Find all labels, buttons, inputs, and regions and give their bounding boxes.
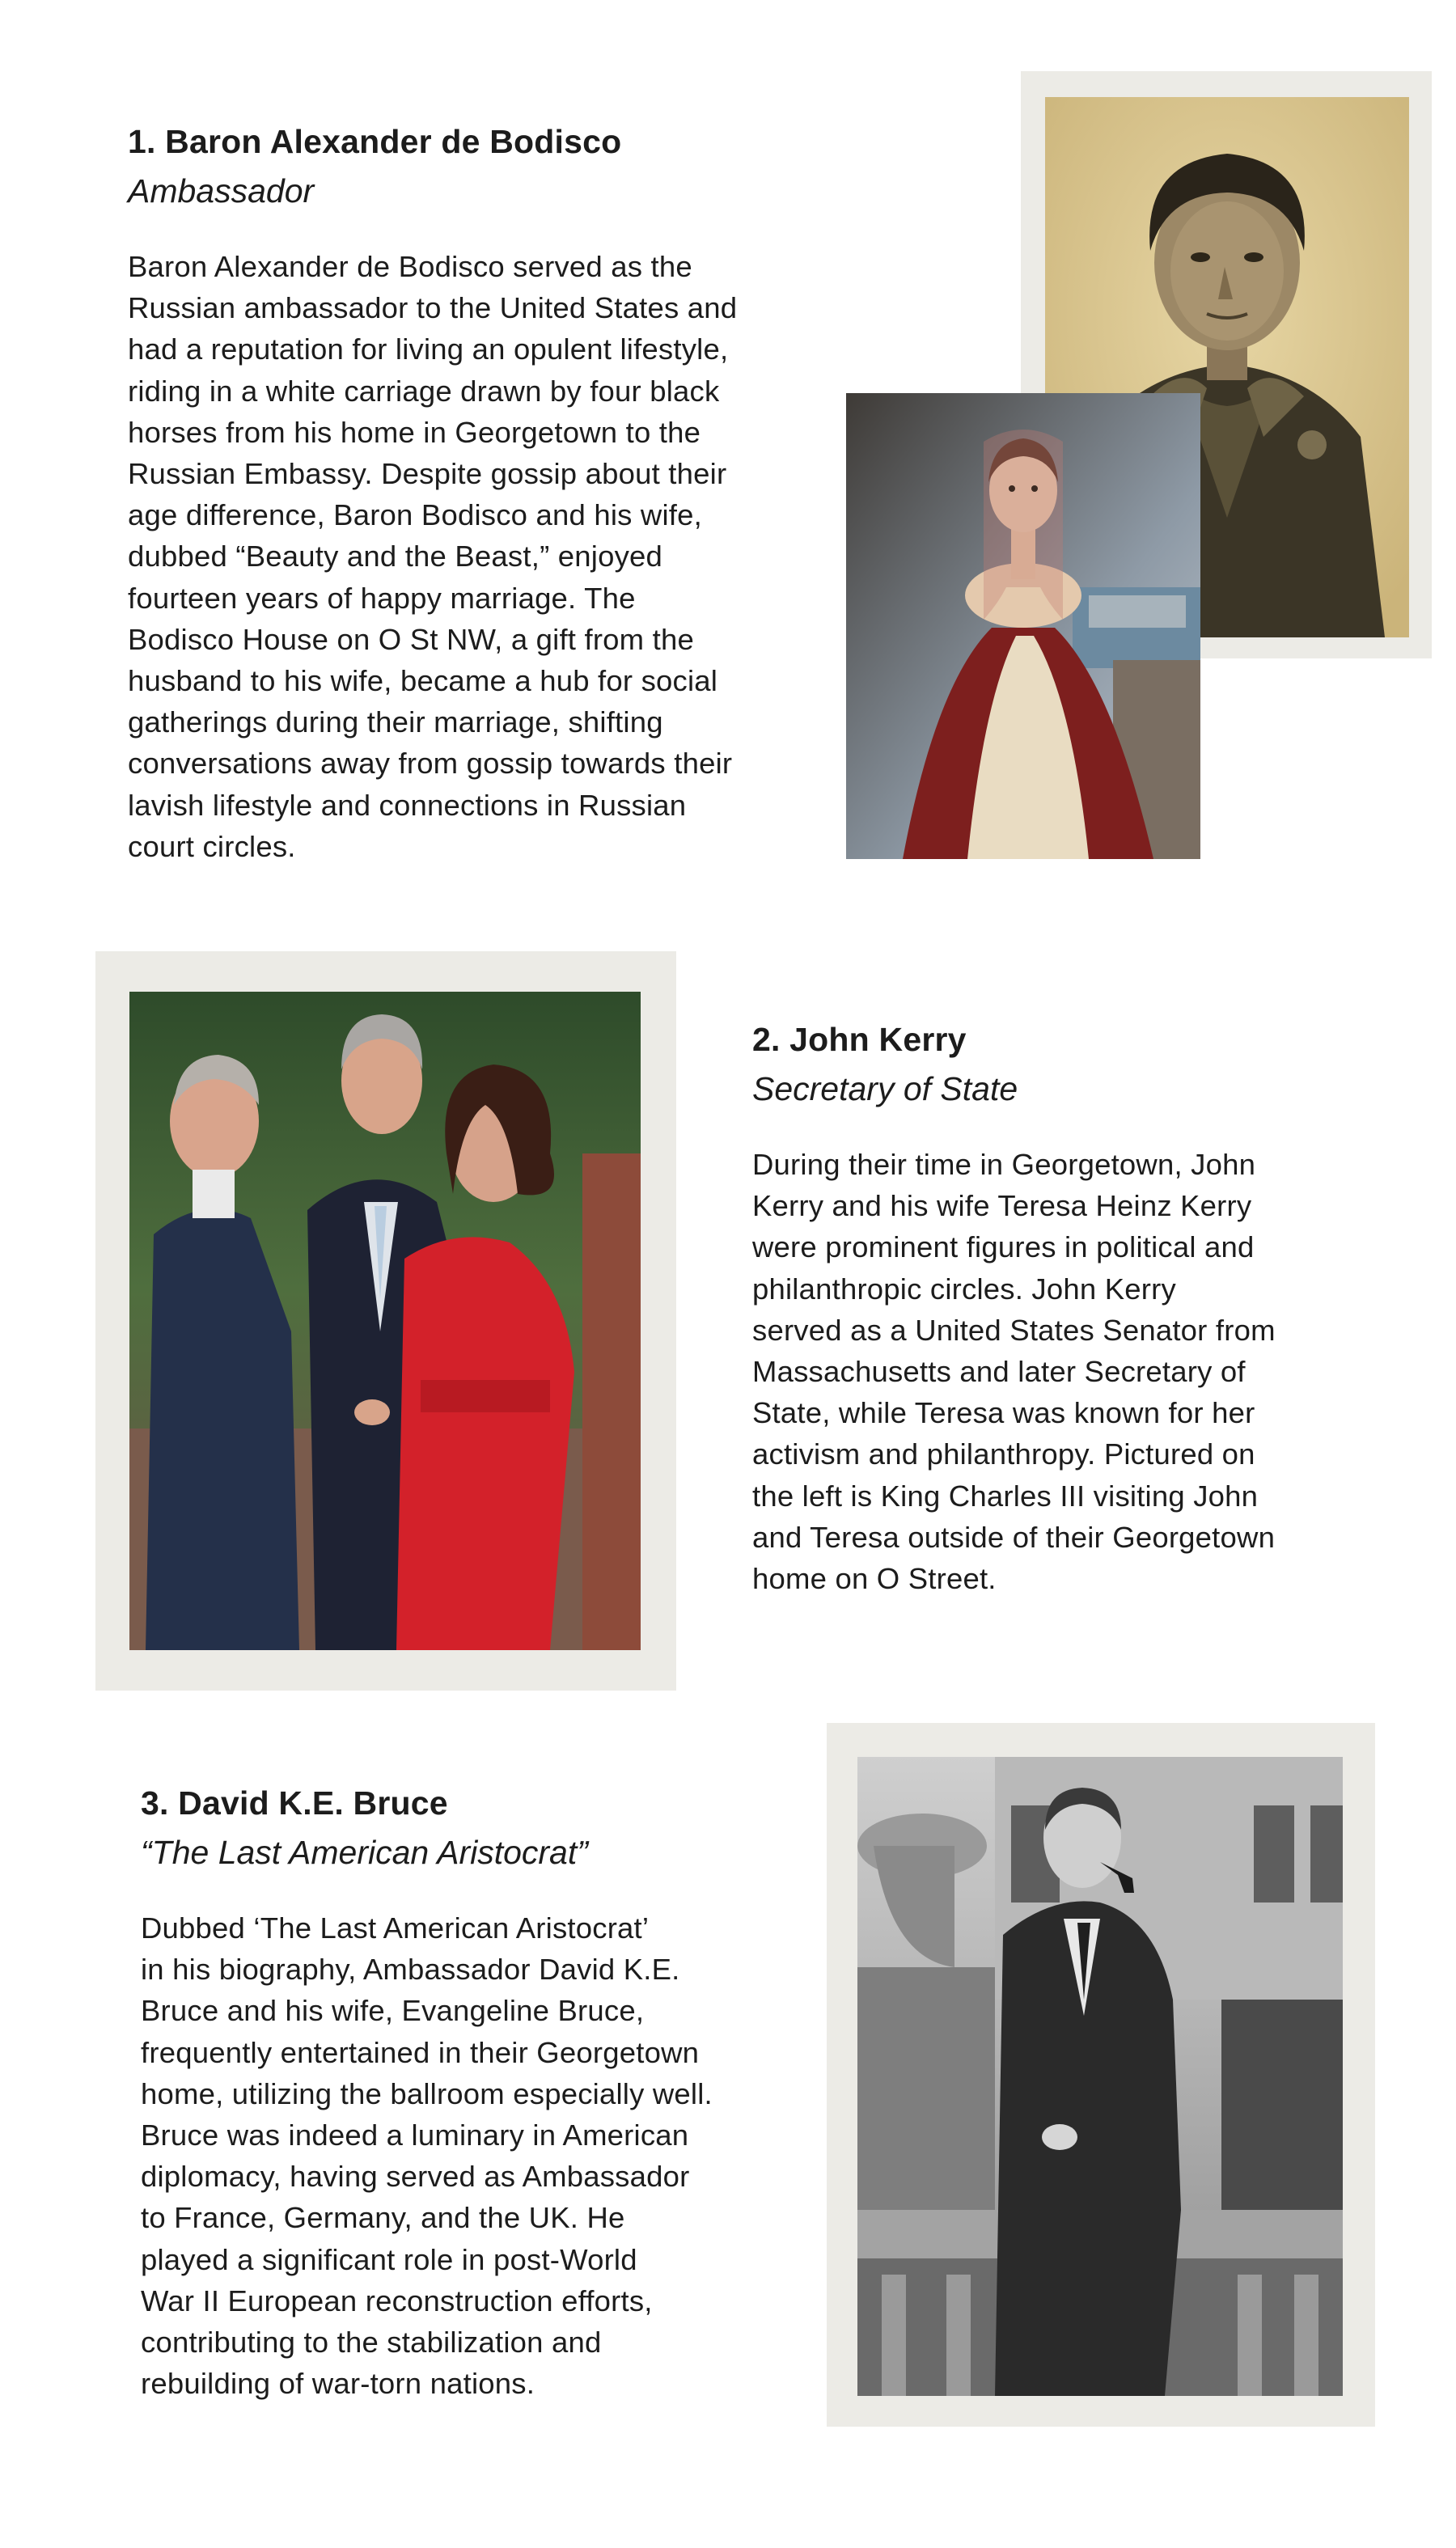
section-heading: 1. Baron Alexander de Bodisco (128, 123, 622, 160)
body-line: Bruce and his wife, Evangeline Bruce, (141, 1994, 645, 2028)
section-bruce-text (141, 1784, 820, 2404)
body-line: frequently entertained in their Georgetown (141, 2035, 700, 2069)
body-line: conversations away from gossip towards their (128, 747, 733, 781)
body-line: Kerry and his wife Teresa Heinz Kerry (752, 1189, 1252, 1223)
wife-painting-photo (846, 393, 1200, 859)
body-line: served as a United States Senator from (752, 1313, 1276, 1347)
section-heading: 2. John Kerry (752, 1021, 967, 1058)
section-subtitle: Secretary of State (752, 1070, 1018, 1107)
body-line: During their time in Georgetown, John (752, 1148, 1256, 1181)
body-line: horses from his home in Georgetown to the (128, 415, 701, 449)
body-line: the left is King Charles III visiting John (752, 1479, 1259, 1513)
body-line: Bodisco House on O St NW, a gift from the (128, 622, 694, 656)
section-heading: 3. David K.E. Bruce (141, 1784, 448, 1822)
body-line: age difference, Baron Bodisco and his wife, (128, 498, 702, 532)
body-line: contributing to the stabilization and (141, 2326, 602, 2360)
body-line: dubbed “Beauty and the Beast,” enjoyed (128, 540, 663, 574)
body-line: Massachusetts and later Secretary of (752, 1355, 1246, 1389)
body-line: Dubbed ‘The Last American Aristocrat’ (141, 1911, 650, 1945)
section-body (128, 246, 840, 867)
body-line: War II European reconstruction efforts, (141, 2283, 653, 2317)
body-line: rebuilding of war-torn nations. (141, 2367, 535, 2401)
body-line: court circles. (128, 829, 296, 863)
body-line: Baron Alexander de Bodisco served as the (128, 250, 692, 283)
section-body (141, 1907, 820, 2404)
body-line: to France, Germany, and the UK. He (141, 2201, 625, 2235)
section-subtitle: Ambassador (128, 172, 315, 210)
body-line: Russian Embassy. Despite gossip about their (128, 457, 727, 491)
body-line: home, utilizing the ballroom especially well. (141, 2076, 713, 2110)
section-kerry-text (752, 1021, 1367, 1599)
body-line: were prominent figures in political and (752, 1230, 1255, 1264)
kerry-photo (129, 992, 641, 1650)
body-line: husband to his wife, became a hub for social (128, 664, 718, 698)
bruce-photo (857, 1757, 1343, 2396)
body-line: Bruce was indeed a luminary in American (141, 2118, 689, 2152)
body-line: fourteen years of happy marriage. The (128, 581, 636, 615)
body-line: had a reputation for living an opulent lifestyle, (128, 332, 729, 366)
body-line: played a significant role in post-World (141, 2242, 637, 2276)
body-line: and Teresa outside of their Georgetown (752, 1520, 1276, 1554)
body-line: riding in a white carriage drawn by four black (128, 374, 720, 408)
body-line: home on O Street. (752, 1562, 997, 1596)
body-line: gatherings during their marriage, shifting (128, 705, 663, 739)
body-line: diplomacy, having served as Ambassador (141, 2160, 690, 2194)
body-line: philanthropic circles. John Kerry (752, 1272, 1176, 1306)
body-line: Russian ambassador to the United States and (128, 291, 738, 325)
section-bodisco-text (128, 123, 840, 867)
body-line: in his biography, Ambassador David K.E. (141, 1953, 680, 1987)
body-line: lavish lifestyle and connections in Russian (128, 788, 687, 822)
section-body (752, 1144, 1367, 1599)
body-line: activism and philanthropy. Pictured on (752, 1437, 1255, 1471)
section-subtitle: “The Last American Aristocrat” (141, 1834, 588, 1871)
body-line: State, while Teresa was known for her (752, 1396, 1255, 1430)
